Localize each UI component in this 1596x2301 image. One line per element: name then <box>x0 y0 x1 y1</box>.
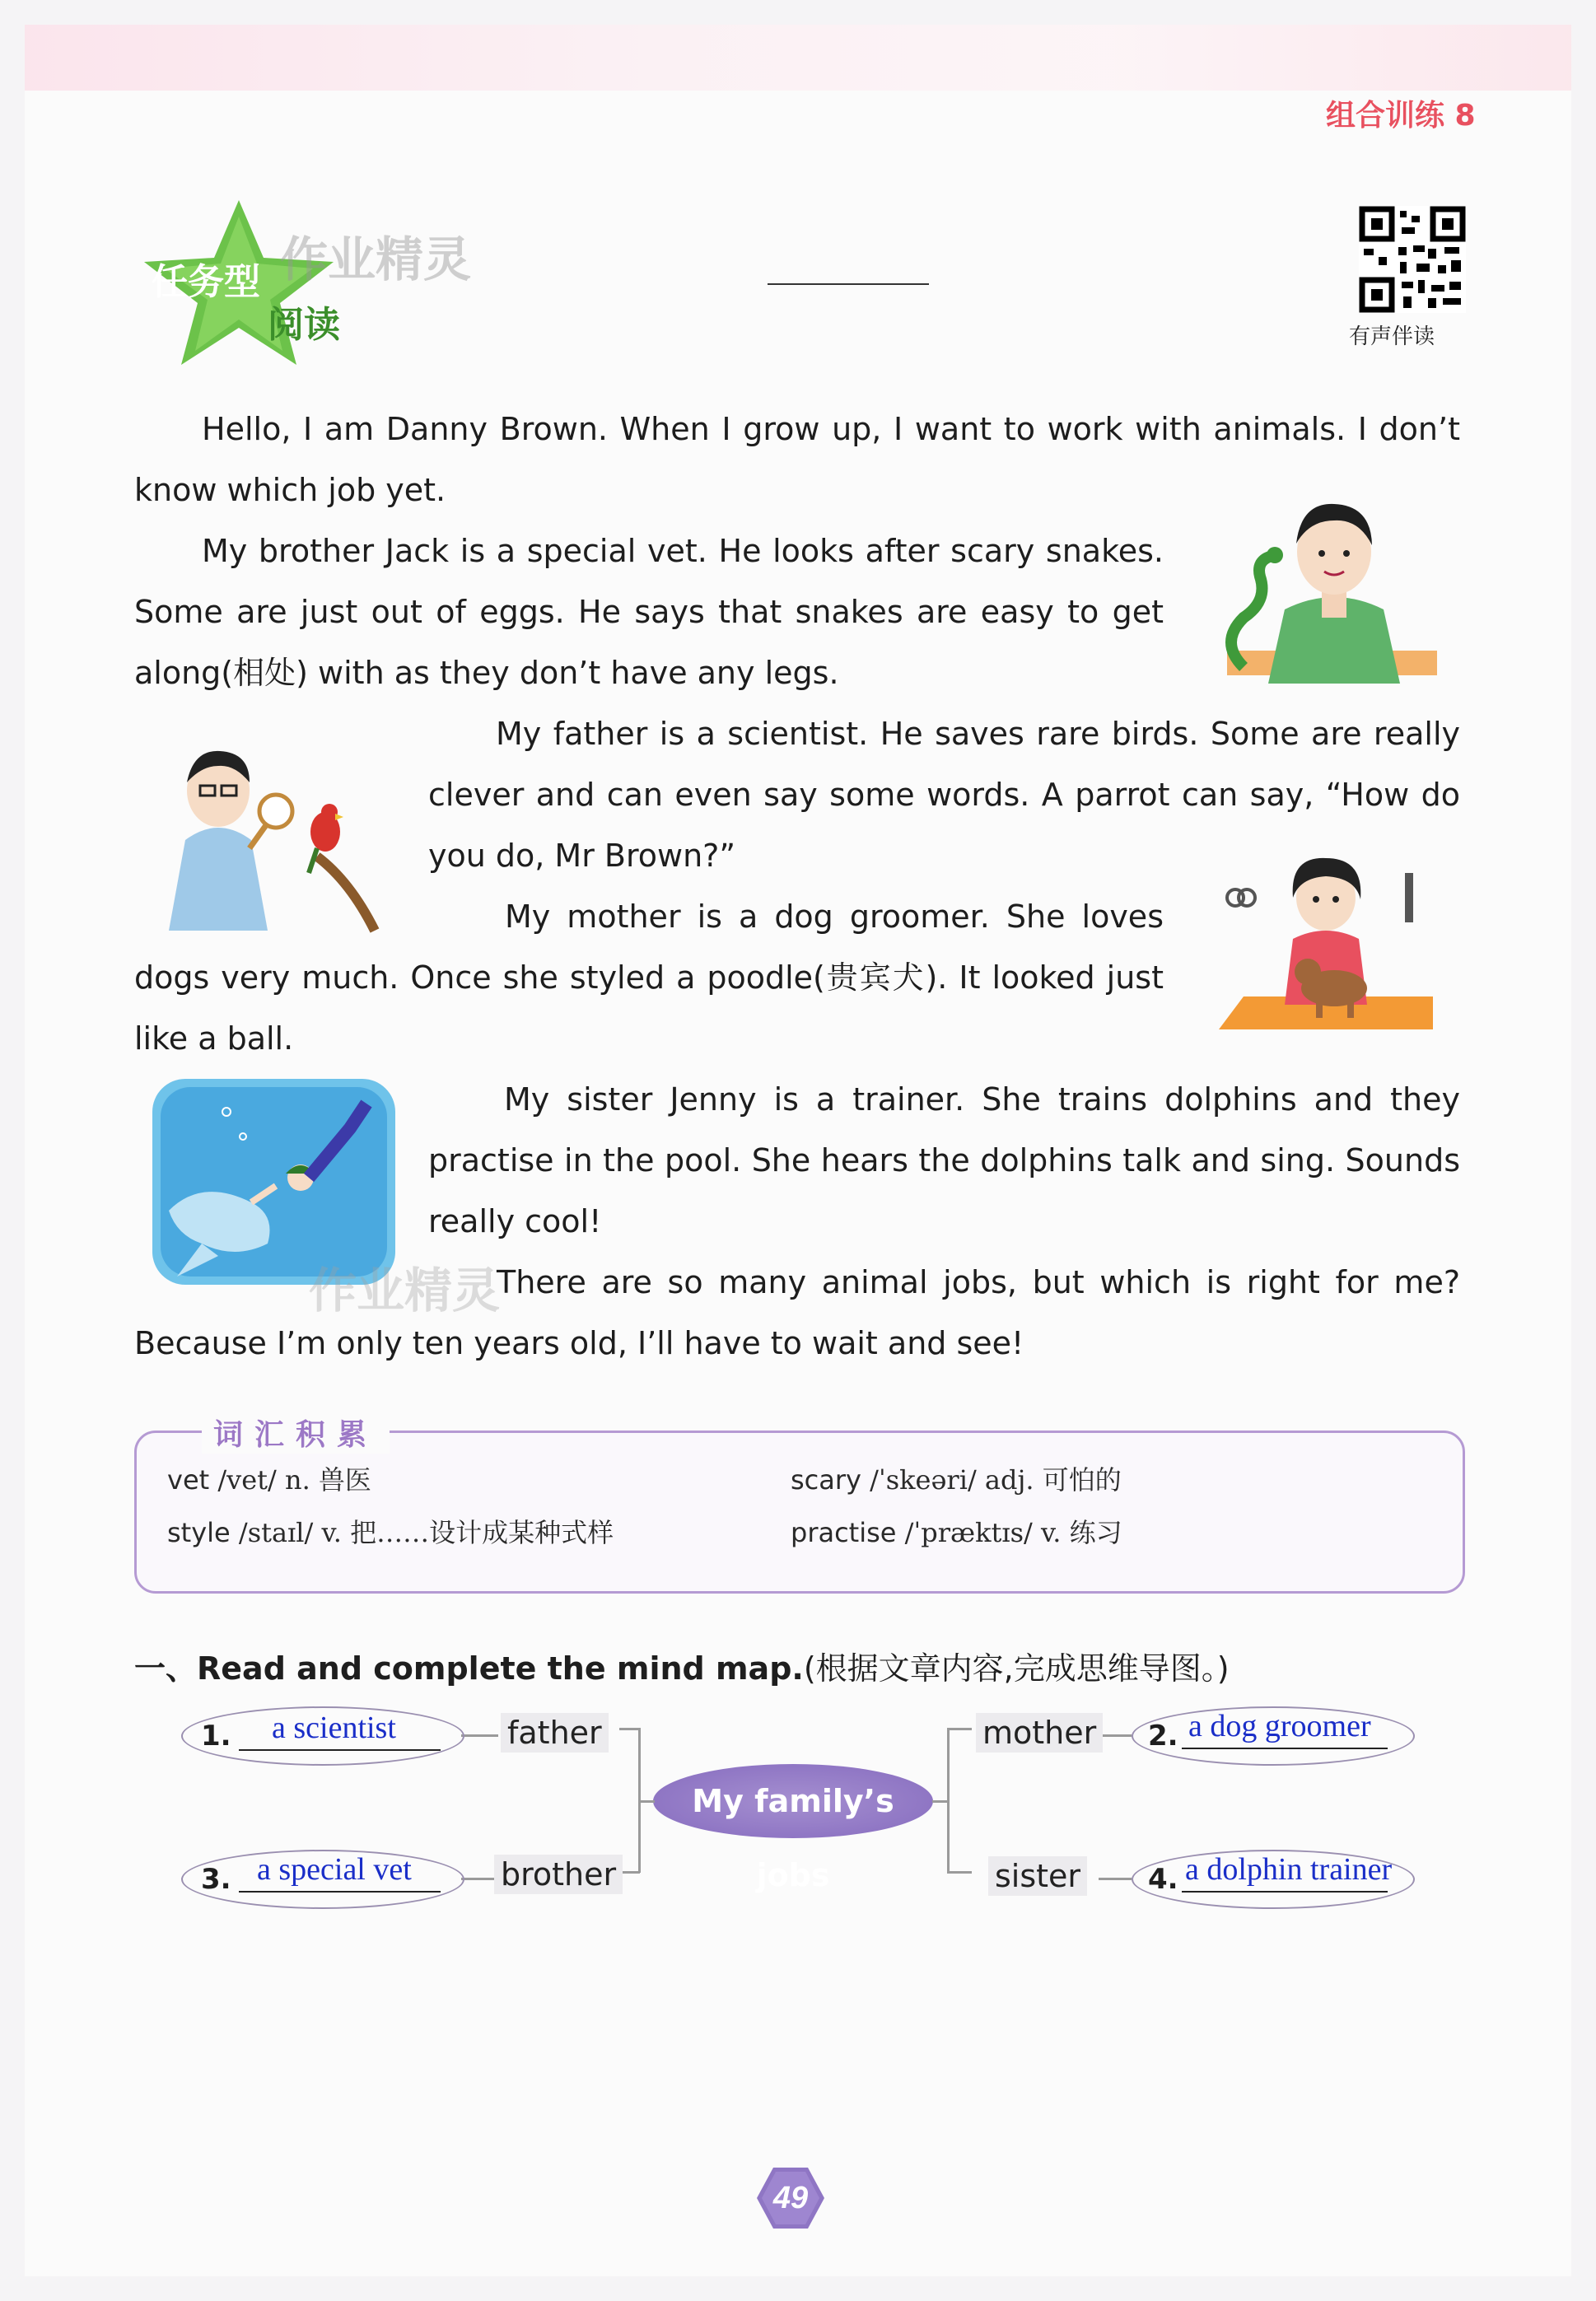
paragraph-2 <box>134 520 1164 703</box>
watermark-mid: 作业精灵 <box>309 1263 501 1319</box>
vocab-definition: /ˈskeəri/ adj. 可怕的 <box>870 1464 1122 1496</box>
vocab-item-practise <box>791 1512 1122 1550</box>
vocab-definition: /staɪl/ v. 把……设计成某种式样 <box>238 1517 614 1548</box>
task-text-cn: (根据文章内容,完成思维导图。) <box>803 1650 1230 1687</box>
answer-number-1: 1. <box>201 1720 231 1753</box>
paragraph-3-text: My father is a scientist. He saves rare birds. Some are really clever and can even say some words. A parrot can say, “How do you do, Mr Brown?” <box>428 716 1460 874</box>
vocab-item-vet <box>167 1459 371 1497</box>
badge-line2: 阅读 <box>268 304 340 346</box>
vocab-item-style <box>167 1512 614 1550</box>
answer-blank-1[interactable] <box>239 1710 441 1751</box>
vocab-item-scary <box>791 1459 1122 1497</box>
top-decorative-band <box>25 25 1571 91</box>
paragraph-4 <box>134 886 1164 1069</box>
connector <box>1099 1734 1132 1737</box>
mind-map-center: My family’s jobs <box>653 1764 933 1838</box>
node-father: father <box>501 1713 609 1753</box>
answer-number-2: 2. <box>1148 1720 1178 1753</box>
connector <box>461 1734 498 1737</box>
badge-line1: 任务型 <box>152 261 260 303</box>
answer-text-4: a dolphin trainer <box>1185 1852 1393 1887</box>
page-number: 49 <box>772 2181 809 2215</box>
paragraph-4-text: My mother is a dog groomer. She loves dogs very much. Once she styled a poodle(贵宾犬). It looked just like a ball. <box>134 898 1164 1057</box>
paragraph-3 <box>428 703 1460 886</box>
paragraph-1 <box>134 399 1460 520</box>
watermark-top: 作业精灵 <box>280 231 472 287</box>
connector <box>947 1728 972 1730</box>
connector <box>1099 1878 1132 1880</box>
section-tag: 组合训练 8 <box>1326 99 1476 133</box>
answer-blank-2[interactable] <box>1182 1708 1388 1749</box>
vocab-word: style <box>167 1517 231 1548</box>
answer-blank-3[interactable] <box>239 1851 441 1893</box>
paragraph-1-text: Hello, I am Danny Brown. When I grow up, I want to work with animals. I don’t know which job yet. <box>134 411 1460 508</box>
answer-number-3: 3. <box>201 1863 231 1896</box>
answer-text-1: a scientist <box>272 1711 396 1745</box>
answer-text-2: a dog groomer <box>1188 1709 1371 1743</box>
answer-blank-4[interactable] <box>1182 1851 1393 1893</box>
qr-label: 有声伴读 <box>1349 324 1435 349</box>
paragraph-6-text: There are so many animal jobs, but which is right for me? Because I’m only ten years old, I’ll have to wait and see! <box>134 1264 1460 1361</box>
node-mother: mother <box>976 1713 1103 1753</box>
connector <box>638 1800 655 1803</box>
vocab-word: vet <box>167 1464 210 1496</box>
node-sister: sister <box>988 1856 1087 1896</box>
paragraph-2-text: My brother Jack is a special vet. He looks after scary snakes. Some are just out of eggs. He says that snakes are easy to get along(相处) with as they don’t have any legs. <box>134 533 1164 691</box>
paragraph-5-text: My sister Jenny is a trainer. She trains dolphins and they practise in the pool. She hears the dolphins talk and sing. Sounds really cool! <box>428 1081 1460 1239</box>
answer-number-4: 4. <box>1148 1863 1178 1896</box>
task-number: 一、 <box>134 1650 198 1687</box>
connector <box>461 1878 498 1880</box>
vocab-word: practise <box>791 1517 897 1548</box>
qr-code-icon[interactable] <box>1359 206 1466 313</box>
node-brother: brother <box>494 1855 623 1894</box>
connector <box>932 1800 949 1803</box>
task-instruction <box>134 1643 1230 1688</box>
answer-text-3: a special vet <box>257 1852 412 1887</box>
connector <box>619 1728 640 1730</box>
paragraph-5 <box>428 1069 1460 1252</box>
title-blank-line <box>768 283 929 285</box>
task-text: Read and complete the mind map. <box>197 1650 804 1687</box>
vocab-definition: /vet/ n. 兽医 <box>217 1464 371 1496</box>
vocab-word: scary <box>791 1464 861 1496</box>
connector <box>947 1871 972 1874</box>
vocab-definition: /ˈpræktɪs/ v. 练习 <box>904 1517 1122 1548</box>
vocab-title: 词汇积累 <box>202 1412 390 1454</box>
page-number-badge <box>756 2166 825 2230</box>
